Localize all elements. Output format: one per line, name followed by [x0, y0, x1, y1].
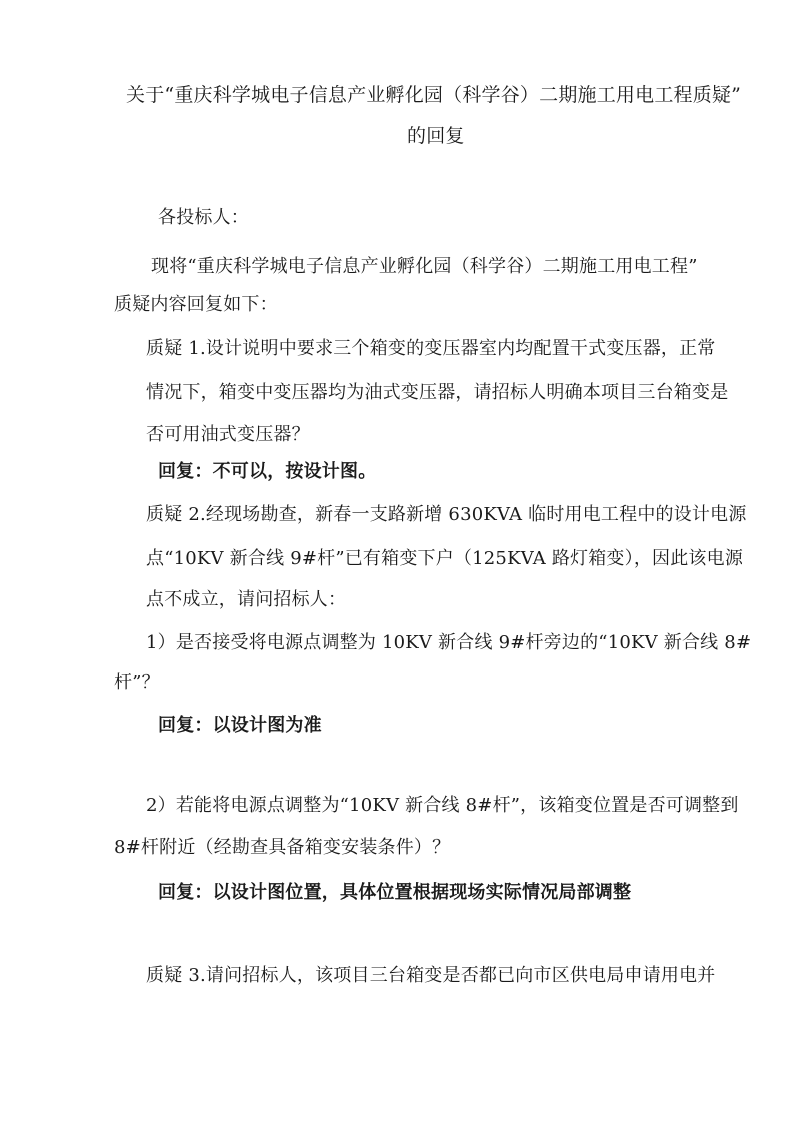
question-2: 质疑 2.经现场勘查，新春一支路新增 630KVA 临时用电工程中的设计电源 — [146, 504, 747, 525]
question-2-sub-1: 1）是否接受将电源点调整为 10KV 新合线 9#杆旁边的“10KV 新合线 8# — [146, 632, 752, 653]
question-2-sub-2-continued: 8#杆附近（经勘查具备箱变安装条件）？ — [114, 837, 451, 858]
intro-paragraph-continued: 质疑内容回复如下： — [114, 294, 278, 315]
reply-1: 回复：不可以，按设计图。 — [158, 461, 377, 482]
question-1: 质疑 1.设计说明中要求三个箱变的变压器室内均配置干式变压器，正常 — [146, 338, 716, 359]
question-1-continued: 否可用油式变压器？ — [146, 424, 310, 445]
question-2-continued: 点“10KV 新合线 9#杆”已有箱变下户（125KVA 路灯箱变），因此该电源 — [146, 548, 744, 569]
question-1-continued: 情况下，箱变中变压器均为油式变压器，请招标人明确本项目三台箱变是 — [146, 382, 729, 403]
question-3: 质疑 3.请问招标人，该项目三台箱变是否都已向市区供电局申请用电并 — [146, 965, 716, 986]
reply-2-2: 回复：以设计图位置，具体位置根据现场实际情况局部调整 — [158, 882, 632, 903]
question-2-sub-2: 2）若能将电源点调整为“10KV 新合线 8#杆”，该箱变位置是否可调整到 — [146, 795, 739, 816]
document-title: 关于“重庆科学城电子信息产业孵化园（科学谷）二期施工用电工程质疑” — [126, 84, 742, 106]
document-title-continued: 的回复 — [407, 125, 465, 147]
intro-paragraph: 现将“重庆科学城电子信息产业孵化园（科学谷）二期施工用电工程” — [151, 256, 698, 277]
salutation: 各投标人： — [158, 207, 249, 228]
question-2-continued: 点不成立，请问招标人： — [146, 589, 347, 610]
question-2-sub-1-continued: 杆”？ — [114, 672, 160, 693]
reply-2-1: 回复：以设计图为准 — [158, 715, 322, 736]
